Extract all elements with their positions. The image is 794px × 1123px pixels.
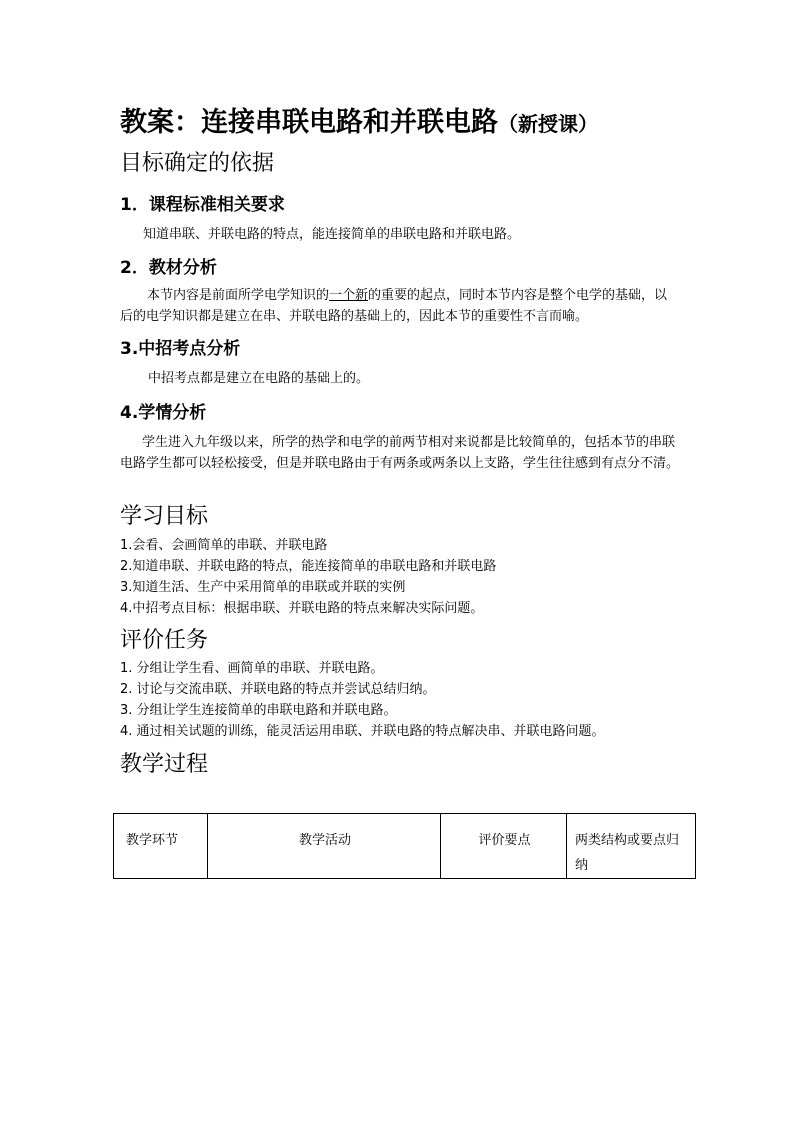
section-heading-goals: 学习目标 — [120, 504, 209, 529]
section-heading-process: 教学过程 — [120, 752, 209, 777]
table-header-cell: 教学环节 — [114, 814, 208, 879]
goals-list — [120, 535, 680, 619]
list-item: 2. 讨论与交流串联、并联电路的特点并尝试总结归纳。 — [120, 682, 436, 697]
text-2-part-a: 本节内容是前面所学电学知识的 — [147, 288, 330, 303]
list-item: 3.知道生活、生产中采用简单的串联或并联的实例 — [120, 580, 406, 595]
section-heading-basis: 目标确定的依据 — [120, 151, 275, 176]
subsection-heading-4: 4.学情分析 — [120, 403, 207, 423]
teaching-process-table — [113, 813, 696, 879]
section-heading-tasks: 评价任务 — [120, 628, 209, 653]
document-title — [120, 100, 598, 139]
list-item: 1.会看、会画简单的串联、并联电路 — [120, 538, 328, 553]
title-main: 教案：连接串联电路和并联电路 — [120, 107, 498, 138]
list-item: 3. 分组让学生连接简单的串联电路和并联电路。 — [120, 703, 397, 718]
subsection-heading-2: 2．教材分析 — [120, 258, 217, 278]
subsection-text-4: 学生进入九年级以来，所学的热学和电学的前两节相对来说都是比较简单的，包括本节的串联电路学生都可以轻松接受，但是并联电路由于有两条或两条以上支路，学生往往感到有点分不清。 — [120, 435, 680, 471]
table-row — [114, 814, 696, 879]
list-item: 1. 分组让学生看、画简单的串联、并联电路。 — [120, 661, 384, 676]
title-suffix: （新授课） — [498, 112, 598, 136]
subsection-text-2 — [120, 285, 680, 327]
subsection-heading-1: 1．课程标准相关要求 — [120, 195, 285, 215]
tasks-list — [120, 658, 680, 742]
table-header-cell: 教学活动 — [208, 814, 441, 879]
list-item: 4. 通过相关试题的训练，能灵活运用串联、并联电路的特点解决串、并联电路问题。 — [120, 724, 605, 739]
table-header-cell: 评价要点 — [441, 814, 567, 879]
subsection-text-3: 中招考点都是建立在电路的基础上的。 — [148, 371, 370, 386]
table-header-cell: 两类结构或要点归纳 — [567, 814, 696, 879]
subsection-heading-3: 3.中招考点分析 — [120, 339, 241, 359]
text-2-part-b: 的重要的起点，同时本节内容是整个电学的基础，以后的电学知识都是建立在串、并联电路的基础上的，因此本节的重要性不言而喻。 — [120, 288, 668, 324]
list-item: 2.知道串联、并联电路的特点，能连接简单的串联电路和并联电路 — [120, 559, 497, 574]
text-2-underlined: 一个新 — [329, 288, 369, 303]
subsection-text-1: 知道串联、并联电路的特点，能连接简单的串联电路和并联电路。 — [143, 227, 521, 242]
list-item: 4.中招考点目标：根据串联、并联电路的特点来解决实际问题。 — [120, 601, 484, 616]
